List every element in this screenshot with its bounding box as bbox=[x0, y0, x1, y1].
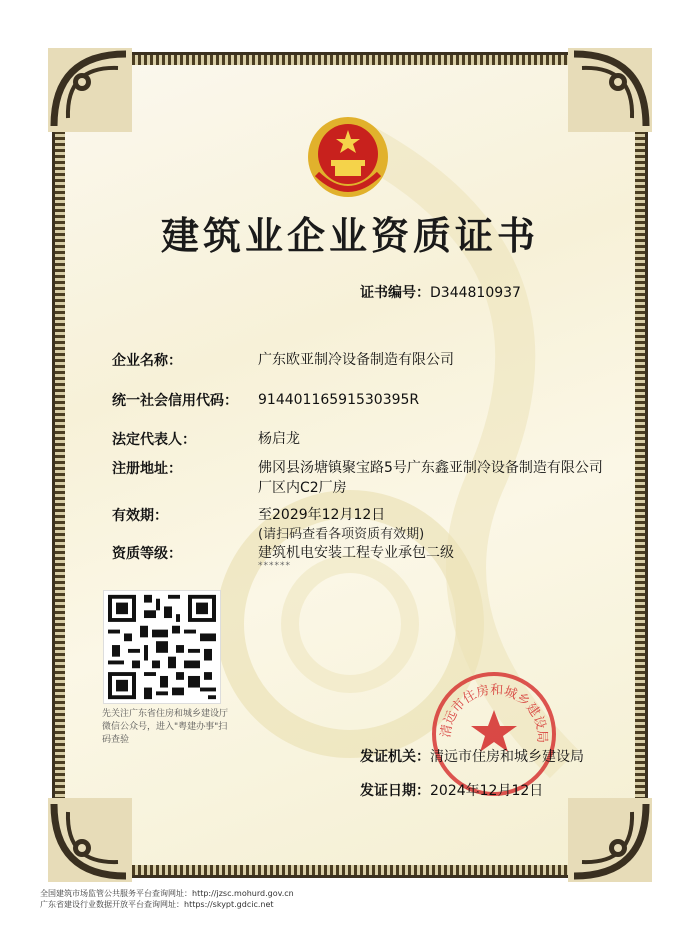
footer-line-1: 全国建筑市场监管公共服务平台查询网址：http://jzsc.mohurd.gov.cn bbox=[40, 889, 294, 898]
certificate-title: 建筑业企业资质证书 bbox=[160, 213, 539, 258]
field-credit-code-label: 统一社会信用代码： bbox=[112, 393, 238, 409]
field-validity-values bbox=[258, 505, 612, 545]
field-credit-code bbox=[112, 390, 612, 410]
field-validity-value: 至2029年12月12日 bbox=[258, 507, 386, 523]
grade-stars: ****** bbox=[258, 561, 291, 571]
field-company-value: 广东欧亚制冷设备制造有限公司 bbox=[258, 352, 454, 368]
field-validity-label: 有效期： bbox=[112, 508, 168, 524]
field-legal-rep bbox=[112, 429, 612, 449]
field-grade bbox=[112, 543, 612, 563]
certificate-number-label: 证书编号： bbox=[360, 285, 430, 301]
field-legal-rep-value: 杨启龙 bbox=[258, 431, 300, 447]
issue-date-value: 2024年12月12日 bbox=[430, 783, 544, 799]
certificate-number-value: D344810937 bbox=[430, 285, 521, 301]
field-legal-rep-label: 法定代表人： bbox=[112, 432, 196, 448]
footer-line-2: 广东省建设行业数据开放平台查询网址：https://skypt.gdcic.net bbox=[40, 900, 274, 909]
field-grade-label: 资质等级： bbox=[112, 546, 182, 562]
seal-text: 清远市住房和城乡建设局 bbox=[438, 682, 550, 744]
frame-band-bottom bbox=[120, 865, 580, 875]
field-company-label: 企业名称： bbox=[112, 353, 182, 369]
qr-code-note: 先关注广东省住房和城乡建设厅微信公众号，进入"粤建办事"扫码查验 bbox=[102, 709, 229, 745]
issue-date-label: 发证日期： bbox=[360, 783, 430, 799]
issue-date bbox=[360, 780, 543, 800]
certificate-number bbox=[360, 282, 521, 302]
field-address bbox=[112, 458, 612, 498]
field-validity bbox=[112, 505, 612, 545]
national-emblem-icon bbox=[303, 112, 393, 202]
field-company bbox=[112, 350, 612, 370]
field-grade-value: 建筑机电安装工程专业承包二级 bbox=[258, 545, 454, 561]
field-address-value: 佛冈县汤塘镇聚宝路5号广东鑫亚制冷设备制造有限公司厂区内C2厂房 bbox=[258, 460, 603, 496]
issuing-authority-value: 清远市住房和城乡建设局 bbox=[430, 749, 584, 765]
qr-code-icon[interactable] bbox=[103, 590, 221, 704]
issuing-authority-label: 发证机关： bbox=[360, 749, 430, 765]
issuing-authority bbox=[360, 746, 584, 766]
field-credit-code-value: 91440116591530395R bbox=[258, 392, 420, 408]
field-address-label: 注册地址： bbox=[112, 461, 182, 477]
field-validity-note: (请扫码查看各项资质有效期) bbox=[258, 527, 425, 542]
footer-query-urls bbox=[40, 888, 680, 910]
